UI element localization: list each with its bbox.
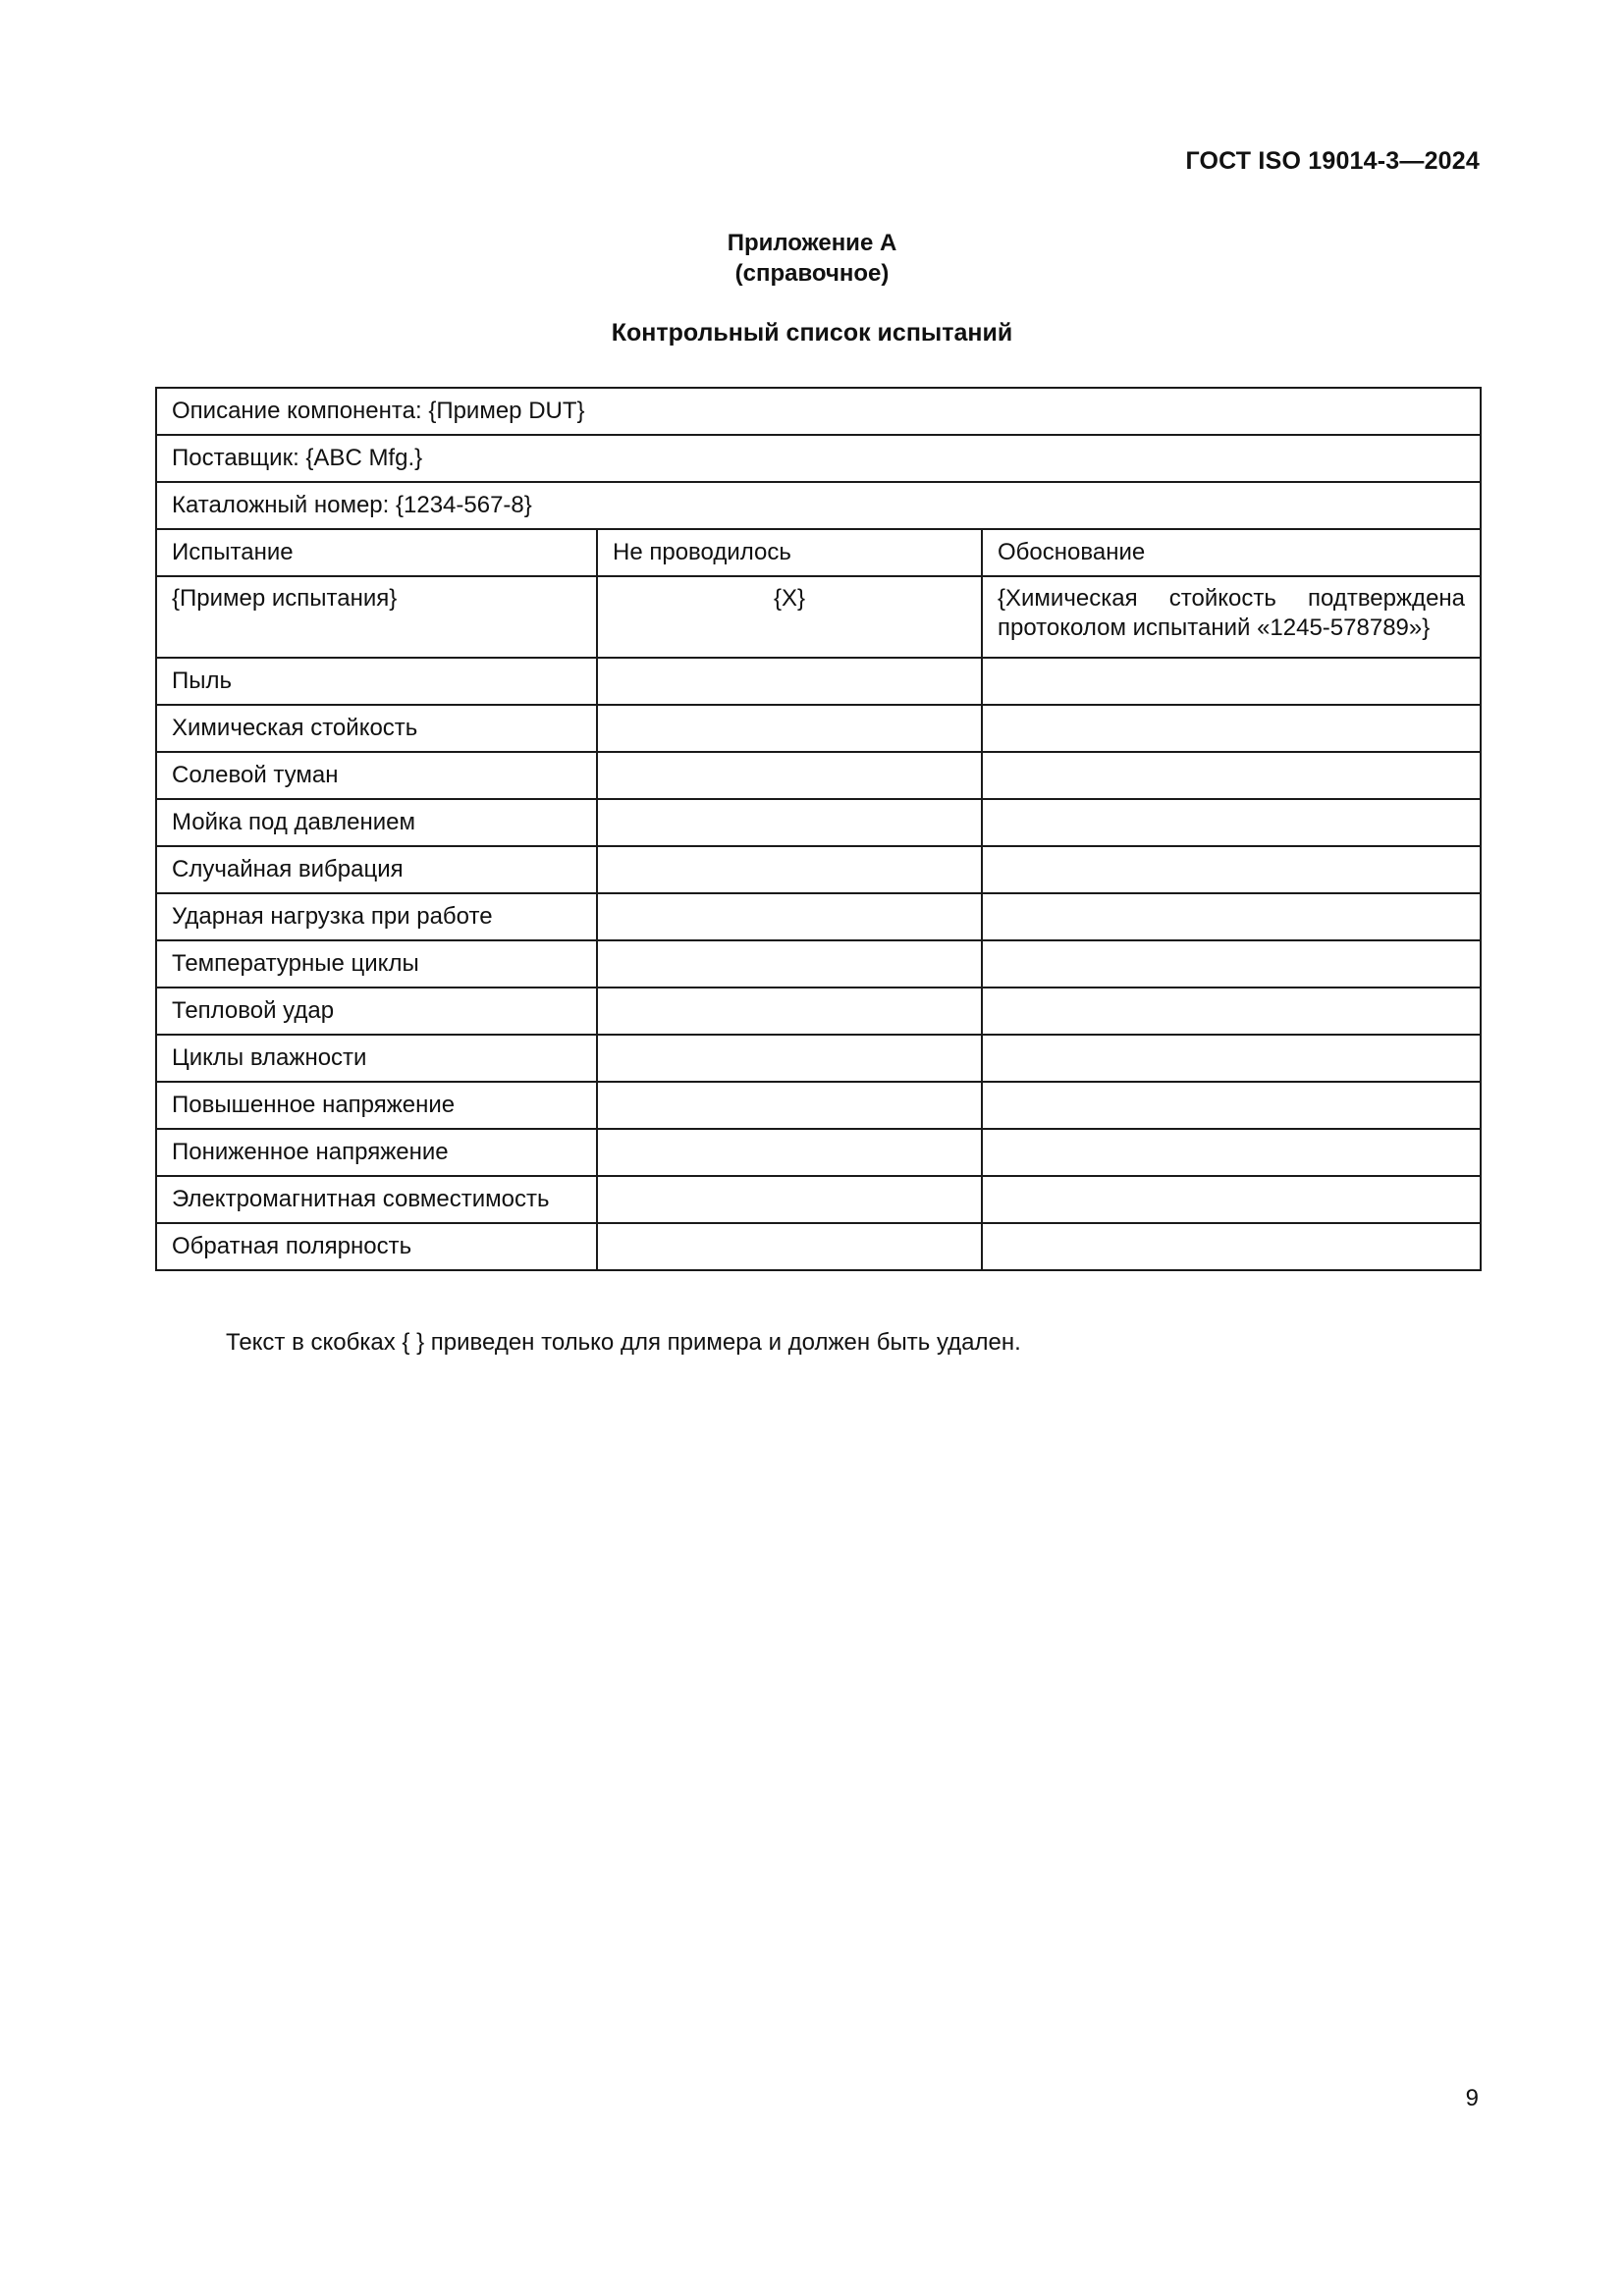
not-performed-cell <box>597 799 982 846</box>
test-name-cell: Солевой туман <box>156 752 597 799</box>
justification-cell <box>982 940 1481 988</box>
test-name-cell: Температурные циклы <box>156 940 597 988</box>
justification-cell <box>982 893 1481 940</box>
column-header-justification: Обоснование <box>982 529 1481 576</box>
brackets-note: Текст в скобках { } приведен только для примера и должен быть удален. <box>226 1329 1021 1356</box>
not-performed-cell <box>597 893 982 940</box>
component-description-cell: Описание компонента: {Пример DUT} <box>156 388 1481 435</box>
test-name-cell: Тепловой удар <box>156 988 597 1035</box>
catalog-number-cell: Каталожный номер: {1234-567-8} <box>156 482 1481 529</box>
test-name-cell: Мойка под давлением <box>156 799 597 846</box>
not-performed-cell <box>597 705 982 752</box>
not-performed-cell <box>597 940 982 988</box>
example-not-performed-cell: {X} <box>597 576 982 658</box>
table-row <box>156 752 1481 799</box>
not-performed-cell <box>597 1035 982 1082</box>
test-name-cell: Электромагнитная совместимость <box>156 1176 597 1223</box>
table-row <box>156 1223 1481 1270</box>
justification-cell <box>982 1176 1481 1223</box>
annex-heading <box>0 228 1624 289</box>
component-description-row <box>156 388 1481 435</box>
example-test-cell: {Пример испытания} <box>156 576 597 658</box>
justification-cell <box>982 988 1481 1035</box>
justification-cell <box>982 1223 1481 1270</box>
table-row <box>156 799 1481 846</box>
standard-code: ГОСТ ISO 19014-3—2024 <box>1185 147 1480 175</box>
not-performed-cell <box>597 846 982 893</box>
justification-cell <box>982 658 1481 705</box>
not-performed-cell <box>597 988 982 1035</box>
test-checklist-table <box>155 387 1482 1271</box>
test-name-cell: Ударная нагрузка при работе <box>156 893 597 940</box>
table-row <box>156 846 1481 893</box>
section-title: Контрольный список испытаний <box>611 319 1013 347</box>
test-name-cell: Случайная вибрация <box>156 846 597 893</box>
table-row <box>156 1176 1481 1223</box>
test-name-cell: Химическая стойкость <box>156 705 597 752</box>
supplier-cell: Поставщик: {ABC Mfg.} <box>156 435 1481 482</box>
table-row <box>156 658 1481 705</box>
example-row <box>156 576 1481 658</box>
column-header-test: Испытание <box>156 529 597 576</box>
supplier-row <box>156 435 1481 482</box>
justification-cell <box>982 1035 1481 1082</box>
annex-title: Приложение А <box>727 230 897 256</box>
table-row <box>156 988 1481 1035</box>
table-row <box>156 1129 1481 1176</box>
table-row <box>156 1082 1481 1129</box>
justification-cell <box>982 1129 1481 1176</box>
example-justification-cell: {Химическая стойкость подтверждена протоколом испытаний «1245-578789»} <box>982 576 1481 658</box>
justification-cell <box>982 1082 1481 1129</box>
not-performed-cell <box>597 1223 982 1270</box>
test-name-cell: Пыль <box>156 658 597 705</box>
justification-cell <box>982 752 1481 799</box>
table-row <box>156 893 1481 940</box>
not-performed-cell <box>597 752 982 799</box>
not-performed-cell <box>597 658 982 705</box>
not-performed-cell <box>597 1082 982 1129</box>
not-performed-cell <box>597 1176 982 1223</box>
table-row <box>156 1035 1481 1082</box>
table-row <box>156 705 1481 752</box>
justification-cell <box>982 705 1481 752</box>
test-name-cell: Циклы влажности <box>156 1035 597 1082</box>
test-name-cell: Пониженное напряжение <box>156 1129 597 1176</box>
test-name-cell: Обратная полярность <box>156 1223 597 1270</box>
table-row <box>156 940 1481 988</box>
not-performed-cell <box>597 1129 982 1176</box>
justification-cell <box>982 799 1481 846</box>
page-number: 9 <box>1465 2085 1479 2111</box>
column-header-not-performed: Не проводилось <box>597 529 982 576</box>
catalog-number-row <box>156 482 1481 529</box>
test-name-cell: Повышенное напряжение <box>156 1082 597 1129</box>
justification-cell <box>982 846 1481 893</box>
annex-subtitle: (справочное) <box>734 260 890 287</box>
table-header-row <box>156 529 1481 576</box>
